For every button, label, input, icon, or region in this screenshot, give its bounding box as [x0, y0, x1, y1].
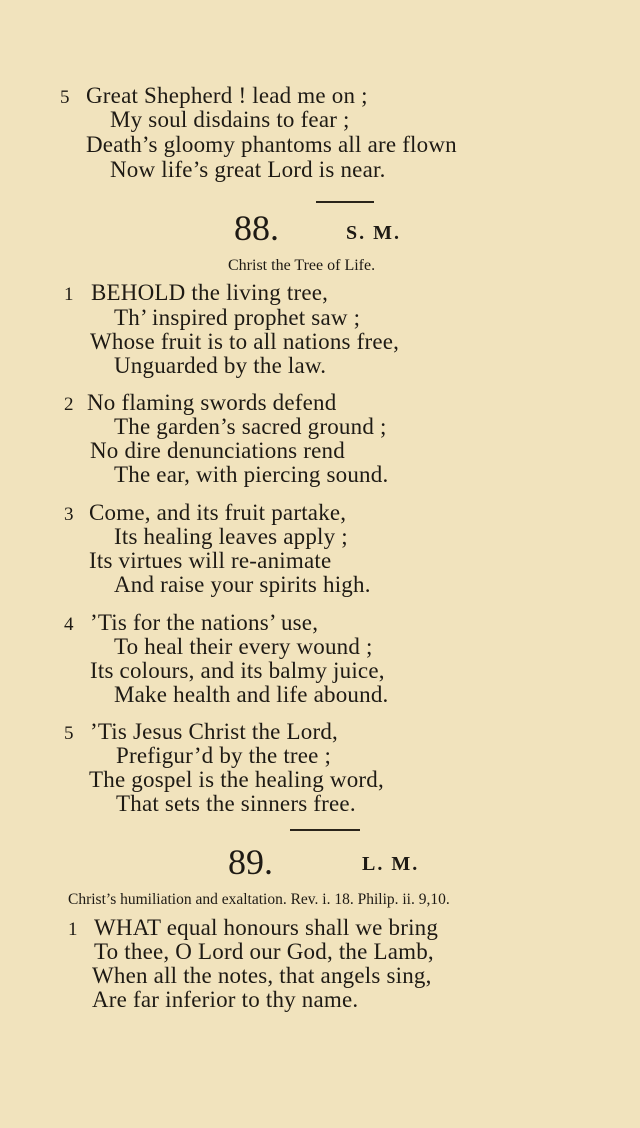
hymn-meter: S. M. — [346, 222, 401, 244]
stanza-number: 2 — [64, 394, 74, 415]
verse-line: Are far inferior to thy name. — [92, 987, 359, 1012]
verse-line: No flaming swords defend — [87, 390, 337, 415]
verse-line: Its healing leaves apply ; — [114, 524, 348, 549]
hymn-title: Christ the Tree of Life. — [228, 257, 376, 274]
verse-line: And raise your spirits high. — [114, 572, 371, 597]
verse-line: The garden’s sacred ground ; — [114, 414, 387, 439]
verse-line: The ear, with piercing sound. — [114, 462, 389, 487]
hymn-number: 89. — [228, 842, 273, 882]
verse-line: ’Tis for the nations’ use, — [90, 610, 319, 635]
verse-line: Now life’s great Lord is near. — [110, 157, 386, 182]
verse-line: Unguarded by the law. — [114, 353, 327, 378]
verse-line: Its colours, and its balmy juice, — [90, 658, 385, 683]
verse-line: WHAT equal honours shall we bring — [94, 915, 439, 940]
verse-line: When all the notes, that angels sing, — [92, 963, 432, 988]
verse-line: The gospel is the healing word, — [89, 767, 384, 792]
verse-line: My soul disdains to fear ; — [110, 107, 350, 132]
verse-line: Whose fruit is to all nations free, — [90, 329, 400, 354]
verse-line: That sets the sinners free. — [116, 791, 356, 816]
stanza-number: 5 — [64, 723, 74, 744]
section-rule — [290, 829, 360, 831]
hymn-meter: L. M. — [362, 853, 420, 875]
verse-line: Make health and life abound. — [114, 682, 389, 707]
verse-line: BEHOLD the living tree, — [91, 280, 329, 305]
hymn-title: Christ’s humiliation and exaltation. Rev. i. 18. Philip. ii. 9,10. — [68, 891, 450, 908]
stanza-number: 3 — [64, 504, 74, 525]
stanza-number: 5 — [60, 87, 70, 108]
verse-line: ’Tis Jesus Christ the Lord, — [90, 719, 338, 744]
verse-line: Its virtues will re-animate — [89, 548, 332, 573]
hymn-number: 88. — [234, 208, 279, 248]
verse-line: To heal their every wound ; — [114, 634, 373, 659]
stanza-number: 1 — [68, 919, 78, 940]
verse-line: To thee, O Lord our God, the Lamb, — [94, 939, 434, 964]
verse-line: Come, and its fruit partake, — [89, 500, 347, 525]
stanza-number: 1 — [64, 284, 74, 305]
verse-line: Prefigur’d by the tree ; — [116, 743, 332, 768]
verse-line: Th’ inspired prophet saw ; — [114, 305, 361, 330]
section-rule — [316, 201, 374, 203]
verse-line: Death’s gloomy phantoms all are flown — [86, 132, 457, 157]
stanza-number: 4 — [64, 614, 74, 635]
verse-line: Great Shepherd ! lead me on ; — [86, 83, 368, 108]
verse-line: No dire denunciations rend — [90, 438, 345, 463]
